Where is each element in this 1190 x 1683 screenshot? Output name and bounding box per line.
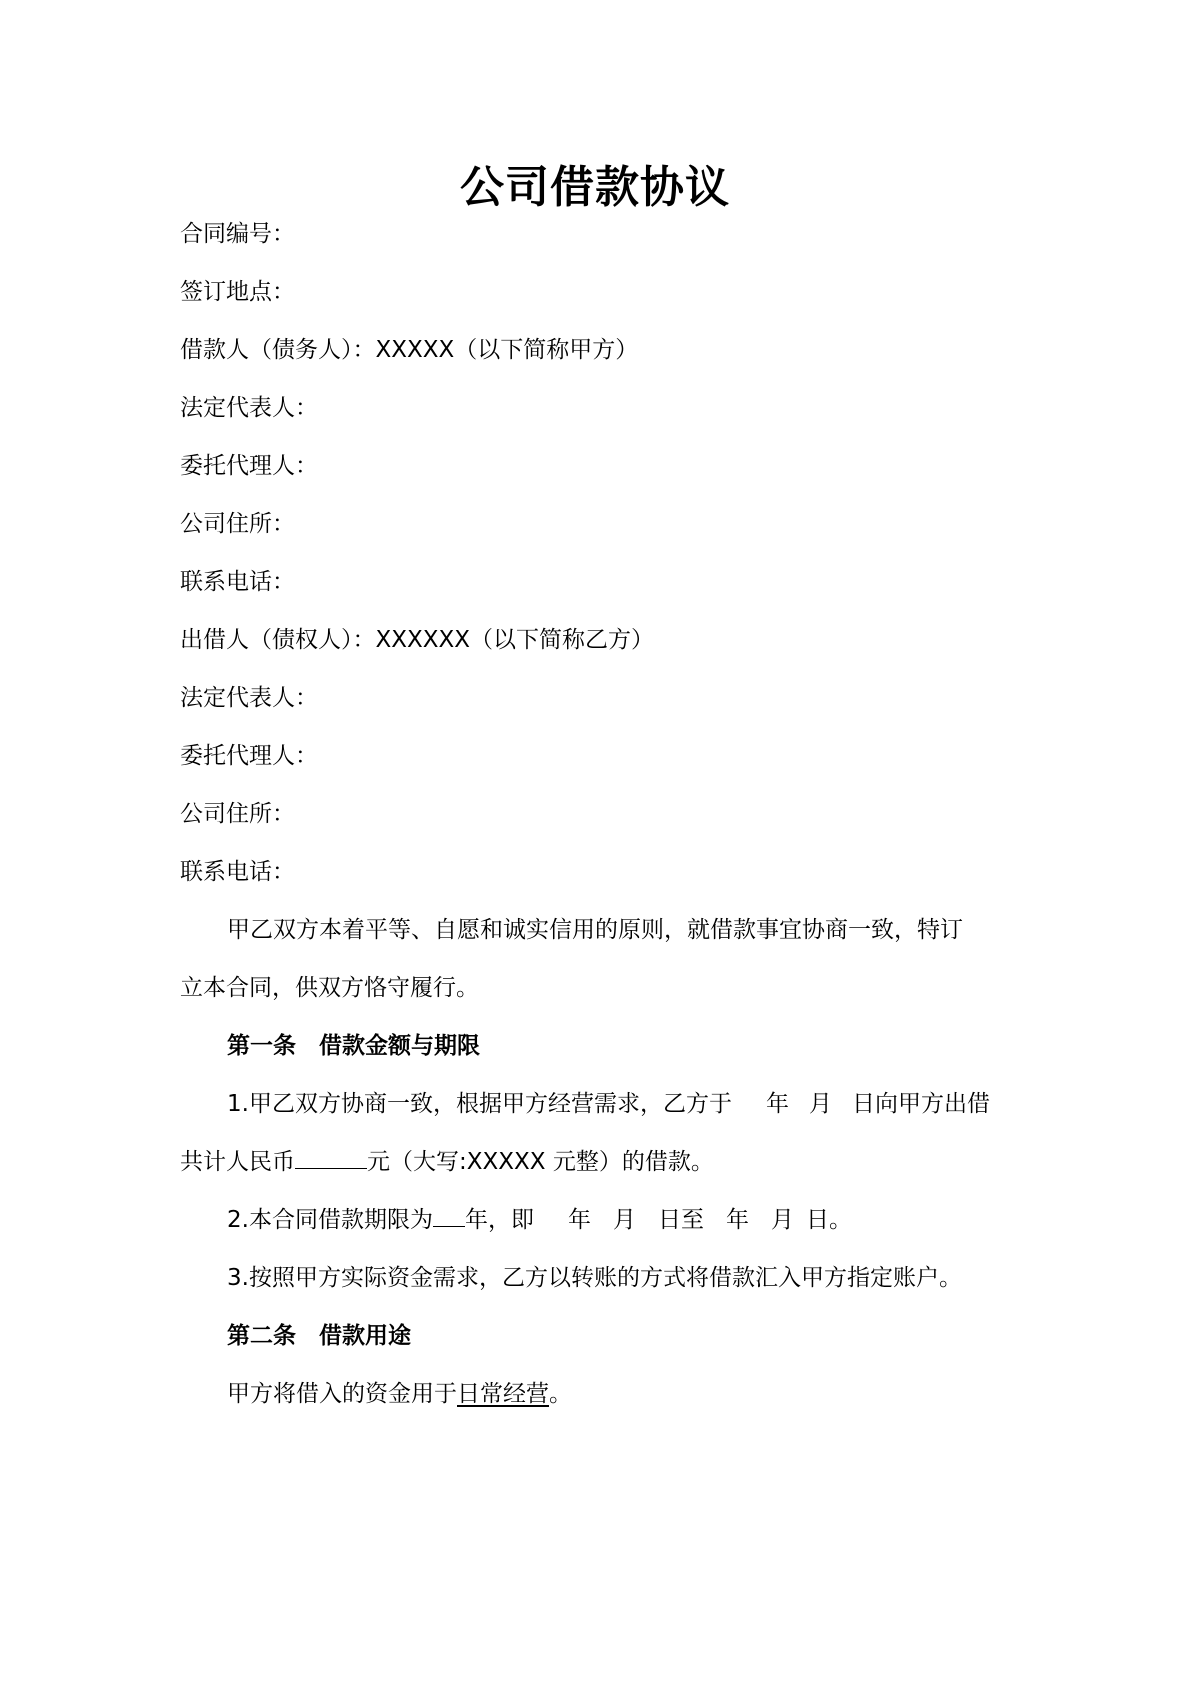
field-contract-no: 合同编号：: [180, 221, 295, 247]
article-2-body-text: 甲方将借入的资金用于: [227, 1381, 457, 1407]
field-lender-phone: 联系电话：: [180, 859, 295, 885]
article-1-item-3: 3.按照甲方实际资金需求，乙方以转账的方式将借款汇入甲方指定账户。: [227, 1265, 962, 1291]
intro-paragraph-line-2: 立本合同，供双方恪守履行。: [180, 975, 479, 1001]
article-2-body: [227, 1376, 1067, 1412]
field-lender: 出借人（债权人）：XXXXXX（以下简称乙方）: [180, 627, 655, 653]
item-2-years-label: 年，即: [464, 1207, 534, 1233]
item-1-amount-label: 共计人民币: [180, 1149, 295, 1175]
article-1-heading: 第一条 借款金额与期限: [227, 1033, 480, 1059]
item-2-text: 2.本合同借款期限为: [227, 1207, 433, 1233]
item-2-start-day: 日至: [657, 1207, 704, 1233]
term-years-blank: [433, 1202, 465, 1227]
field-borrower-agent: 委托代理人：: [180, 453, 318, 479]
article-2-body-end: 。: [549, 1381, 572, 1407]
article-1-item-1-line-1: [227, 1086, 1067, 1122]
field-borrower-address: 公司住所：: [180, 511, 295, 537]
item-1-amount-text: 元（大写:XXXXX 元整）的借款。: [367, 1149, 714, 1175]
article-1-item-2: [227, 1202, 1067, 1238]
intro-paragraph-line-1: 甲乙双方本着平等、自愿和诚实信用的原则，就借款事宜协商一致，特订: [227, 917, 963, 943]
item-2-end-day: 日。: [805, 1207, 852, 1233]
item-1-year-label: 年: [765, 1091, 789, 1117]
field-lender-rep: 法定代表人：: [180, 685, 318, 711]
item-2-end-year: 年: [725, 1207, 749, 1233]
field-lender-agent: 委托代理人：: [180, 743, 318, 769]
article-2-heading: 第二条 借款用途: [227, 1323, 411, 1349]
item-2-start-year: 年: [567, 1207, 591, 1233]
field-borrower-rep: 法定代表人：: [180, 395, 318, 421]
document-title: 公司借款协议: [460, 162, 730, 213]
field-borrower: 借款人（债务人）：XXXXX（以下简称甲方）: [180, 337, 639, 363]
item-2-end-month: 月: [770, 1207, 794, 1233]
item-1-text: 1.甲乙双方协商一致，根据甲方经营需求，乙方于: [227, 1091, 732, 1117]
item-1-day-label: 日向甲方出借: [851, 1091, 990, 1117]
amount-blank: [295, 1144, 367, 1169]
field-borrower-phone: 联系电话：: [180, 569, 295, 595]
item-1-month-label: 月: [808, 1091, 832, 1117]
field-lender-address: 公司住所：: [180, 801, 295, 827]
item-2-start-month: 月: [612, 1207, 636, 1233]
article-1-item-1-line-2: [180, 1144, 1020, 1180]
loan-purpose: 日常经营: [457, 1381, 549, 1407]
field-sign-place: 签订地点：: [180, 279, 295, 305]
